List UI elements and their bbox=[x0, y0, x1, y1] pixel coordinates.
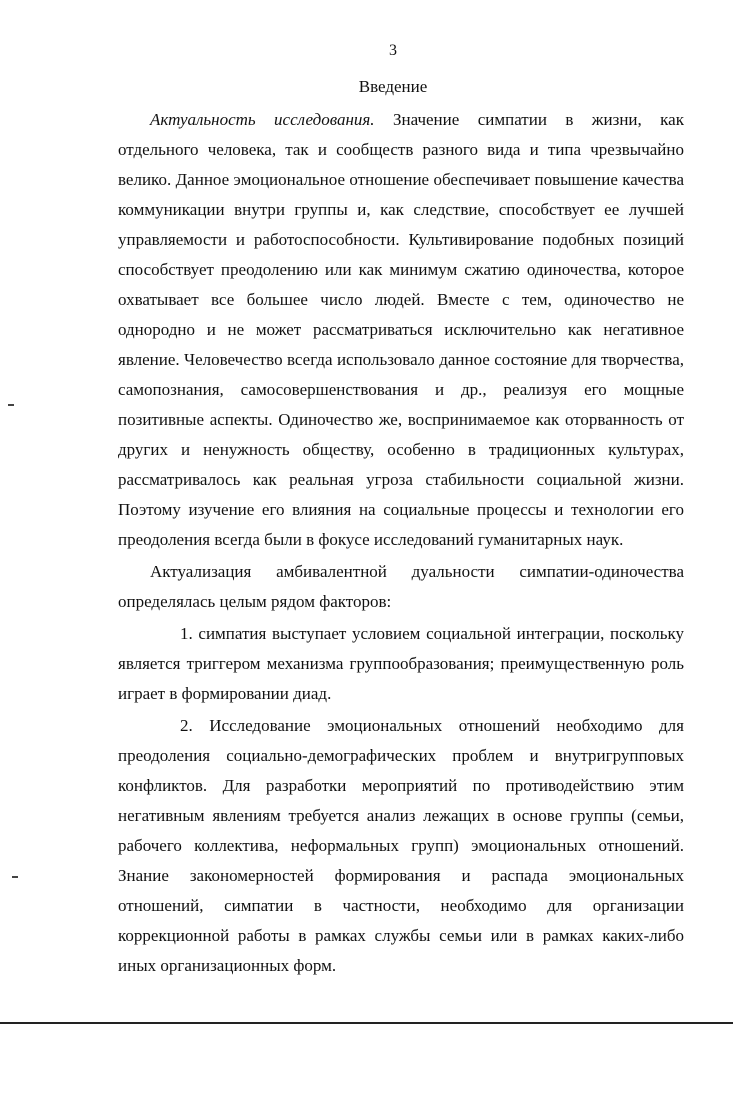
list-item-2-line-1: 2. Исследование эмоциональных отношений необходимо для bbox=[180, 716, 684, 735]
paragraph-1-line: однородно и не может рассматриваться исключительно как негативное bbox=[118, 320, 684, 339]
page-bottom-edge bbox=[0, 1022, 733, 1024]
paragraph-1-lead-rest: Значение симпатии в жизни, как bbox=[374, 110, 684, 129]
list-item-2-line: Знание закономерностей формирования и распада эмоциональных bbox=[118, 866, 684, 885]
paragraph-2-line-1: Актуализация амбивалентной дуальности симпатии-одиночества bbox=[150, 562, 684, 581]
paragraph-2-line-2: определялась целым рядом факторов: bbox=[118, 592, 392, 611]
list-item-2-line: рабочего коллектива, неформальных групп) эмоциональных отношений. bbox=[118, 836, 684, 855]
paragraph-1-line: способствует преодолению или как минимум сжатию одиночества, которое bbox=[118, 260, 684, 279]
paragraph-1-line: велико. Данное эмоциональное отношение обеспечивает повышение качества bbox=[118, 170, 684, 189]
list-item-2-line: коррекционной работы в рамках службы семьи или в рамках каких-либо bbox=[118, 926, 684, 945]
list-item-2-line: отношений, симпатии в частности, необходимо для организации bbox=[118, 896, 684, 915]
paragraph-1-line: отдельного человека, так и сообществ разного вида и типа чрезвычайно bbox=[118, 140, 684, 159]
paragraph-1-line: позитивные аспекты. Одиночество же, воспринимаемое как оторванность от bbox=[118, 410, 684, 429]
paragraph-1-line-last: преодоления всегда были в фокусе исследований гуманитарных наук. bbox=[118, 530, 624, 549]
paragraph-1-line: других и ненужность обществу, особенно в традиционных культурах, bbox=[118, 440, 684, 459]
section-heading: Введение bbox=[358, 77, 428, 96]
paragraph-1-line: явление. Человечество всегда использовало данное состояние для творчества, bbox=[118, 350, 684, 369]
list-item-1-line-3: играет в формировании диад. bbox=[118, 684, 332, 703]
paragraph-1-line-1 bbox=[150, 110, 684, 130]
list-item-1-line-1: 1. симпатия выступает условием социальной интеграции, поскольку bbox=[180, 624, 684, 643]
list-item-2-line-last: иных организационных форм. bbox=[118, 956, 337, 975]
paragraph-1-line: коммуникации внутри группы и, как следствие, способствует ее лучшей bbox=[118, 200, 684, 219]
paragraph-1-lead: Актуальность исследования. bbox=[150, 110, 375, 129]
paragraph-1-line: управляемости и работоспособности. Культивирование подобных позиций bbox=[118, 230, 684, 249]
paragraph-1-line: Поэтому изучение его влияния на социальные процессы и технологии его bbox=[118, 500, 684, 519]
scan-mark bbox=[12, 876, 18, 878]
list-item-1-line-2: является триггером механизма группообразования; преимущественную роль bbox=[118, 654, 684, 673]
scan-mark bbox=[8, 404, 14, 406]
page-number: 3 bbox=[389, 42, 397, 59]
list-item-2-line: конфликтов. Для разработки мероприятий по противодействию этим bbox=[118, 776, 684, 795]
paragraph-1-line: охватывает все большее число людей. Вместе с тем, одиночество не bbox=[118, 290, 684, 309]
paragraph-1-line: самопознания, самосовершенствования и др., реализуя его мощные bbox=[118, 380, 684, 399]
list-item-2-line: преодоления социально-демографических проблем и внутригрупповых bbox=[118, 746, 684, 765]
list-item-2-line: негативным явлениям требуется анализ лежащих в основе группы (семьи, bbox=[118, 806, 684, 825]
paragraph-1-line: рассматривалось как реальная угроза стабильности социальной жизни. bbox=[118, 470, 684, 489]
